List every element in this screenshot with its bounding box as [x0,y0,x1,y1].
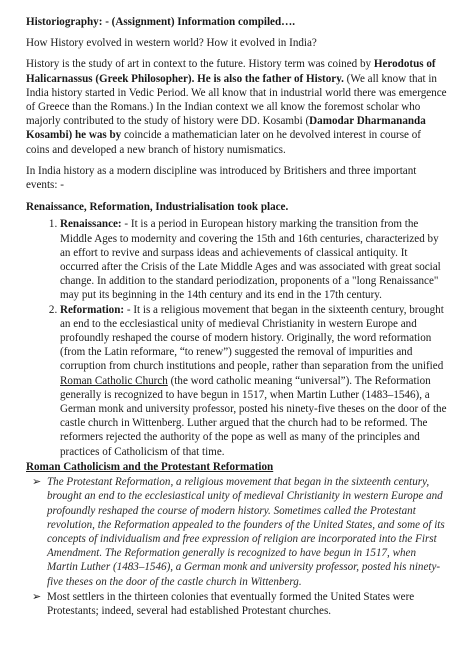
history-intro-paragraph [26,57,447,156]
arrow-bullet-icon: ➢ [32,590,42,603]
intro-bold-herodotus: Herodotus of Halicarnassus (Greek Philosopher). He is also the father of History. [26,58,436,85]
reformation-text-a: - It is a religious movement that began in the sixteenth century, brought an end to the ecclesiastical unity of medieval Christianity in western Europe and profoundly reshaped the course of modern history. Originally, the word reformation (from the Latin reformare, “to renew”) suggested the removal of impurities and corruption from church institutions and people, rather than separation from the unified [60,303,444,373]
roman-catholic-church-link[interactable]: Roman Catholic Church [60,374,168,387]
india-history-paragraph: In India history as a modern discipline was introduced by Britishers and three important events: - [26,164,417,192]
list-item [26,590,447,618]
guiding-question: How History evolved in western world? How it evolved in India? [26,37,317,50]
arrow-bullet-icon: ➢ [32,476,42,489]
intro-text-1: History is the study of art in context to the future. History term was coined by [26,58,374,71]
term-renaissance: Renaissance: [60,218,125,231]
intro-bold-kosambi: Damodar Dharmananda Kosambi) he was by [26,115,426,142]
settlers-text: Most settlers in the thirteen colonies that eventually formed the United States were Protestants; indeed, several had established Protestant churches. [47,590,415,617]
list-item-renaissance [60,217,447,302]
term-reformation: Reformation: [60,303,127,316]
events-list [26,217,447,458]
list-item [26,475,447,589]
intro-text-2: (We all know that in India history started in Vedic Period. We all know that in industrial world there was emergence of Greece than the Romans.) In the Indian context we all know the foremost scholar who majorly contributed to the study of history were DD. Kosambi ( [26,72,447,128]
subheading: Roman Catholicism and the Protestant Reformation [26,460,274,473]
list-item-reformation [60,303,447,459]
reformation-text-b: (the word catholic meaning “universal”). The Reformation generally is recognized to have begun in 1517, when Martin Luther (1483–1546), a German monk and university professor, posted his ninety-five theses on the door of the castle church in Wittenberg. Luther argued that the church had to be reformed. The reformers rejected the authority of the pope as well as many of the principles and practices of Catholicism of that time. [60,374,447,458]
intro-text-3: coincide a mathematician later on he devolved interest in course of coins and developed a new branch of history numismatics. [26,129,421,156]
arrow-bullet-list [26,475,447,618]
document-heading: Historiography: - (Assignment) Information compiled…. [26,16,296,28]
section-title: Renaissance, Reformation, Industrialisation took place. [26,201,289,214]
renaissance-text: - It is a period in European history marking the transition from the Middle Ages to modernity and covering the 15th and 16th centuries, characterized by an effort to revive and surpass ideas and achievements of classical antiquity. It occurred after the Crisis of the Late Middle Ages and was associated with great social change. In addition to the standard periodization, proponents of a "long Renaissance" may put its beginning in the 14th century and its end in the 17th century. [60,218,441,302]
protestant-reformation-text: The Protestant Reformation, a religious movement that began in the sixteenth century, brought an end to the ecclesiastical unity of medieval Christianity in western Europe and profoundly reshaped the course of modern history. Sometimes called the Protestant revolution, the Reformation appealed to the founders of the United States, and some of its concepts of individualism and free expression of religion are incorporated into the First Amendment. The Reformation generally is recognized to have begun in 1517, when Martin Luther (1483–1546), a German monk and university professor, posted his ninety-five theses on the door of the castle church in Wittenberg. [47,476,445,588]
